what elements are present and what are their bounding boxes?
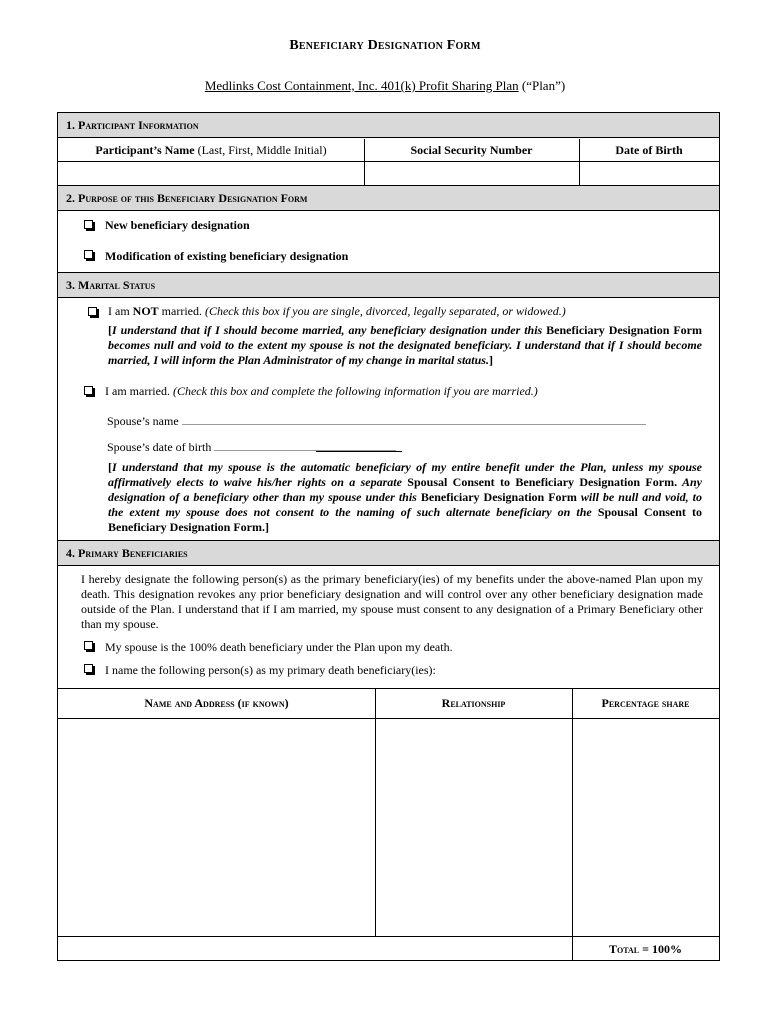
total-label: Total = 100% [609, 942, 682, 956]
col-header-relationship: Relationship [441, 696, 506, 710]
col-header-percentage: Percentage share [601, 696, 690, 710]
spouse-dob-label: Spouse’s date of birth [107, 440, 212, 454]
divider [58, 161, 719, 162]
form-title: Beneficiary Designation Form [289, 38, 481, 53]
new-designation-label: New beneficiary designation [105, 218, 250, 232]
beneficiary-name-cell[interactable] [60, 721, 373, 934]
not-married-statement-text: I understand that if I should become married, any beneficiary designation under this [112, 323, 547, 337]
married-statement-text: will be null and void, to the extent my spouse does not consent to the naming of such alternate beneficiary on the [108, 490, 703, 519]
dob-label: Date of Birth [615, 143, 683, 157]
spouse-dob-row [107, 437, 396, 455]
married-note: (Check this box and complete the following information if you are married.) [172, 384, 538, 398]
married-statement-text: ] [264, 520, 269, 534]
participant-name-label-bold: Participant’s Name [95, 143, 195, 157]
not-married-note: (Check this box if you are single, divorced, legally separated, or widowed.) [204, 304, 566, 318]
divider [58, 718, 719, 719]
section-3-header: 3. Marital Status [58, 272, 719, 298]
plan-suffix: (“Plan”) [518, 78, 566, 93]
spouse-dob-field[interactable] [214, 437, 396, 451]
new-designation-checkbox[interactable] [84, 220, 93, 229]
not-married-statement-text: [ [108, 323, 112, 337]
participant-name-field[interactable] [62, 163, 360, 185]
modify-designation-checkbox[interactable] [84, 250, 93, 259]
married-statement-text: Beneficiary Designation Form [420, 490, 577, 504]
married-statement [108, 460, 702, 535]
not-married-statement-text: ] [488, 353, 493, 367]
named-beneficiary-checkbox[interactable] [84, 664, 93, 673]
divider [364, 139, 365, 186]
not-married-label [108, 304, 566, 319]
married-statement-text: Spousal Consent to Beneficiary Designation Form. [108, 505, 702, 534]
married-statement-text: Spousal Consent to Beneficiary Designation Form. [407, 475, 678, 489]
not-married-bold: NOT [132, 304, 159, 318]
spouse-beneficiary-label: My spouse is the 100% death beneficiary under the Plan upon my death. [105, 640, 453, 654]
not-married-statement [108, 323, 702, 368]
col-header-name: Name and Address (if known) [144, 696, 289, 710]
section-4-header: 4. Primary Beneficiaries [58, 540, 719, 566]
participant-name-label [58, 139, 364, 162]
spouse-dob-underline [316, 451, 402, 452]
married-statement-text: Any designation of a beneficiary other than my spouse under this [108, 475, 702, 504]
not-married-statement-text: Beneficiary Designation Form [546, 323, 702, 337]
modify-designation-label: Modification of existing beneficiary designation [105, 249, 349, 263]
beneficiary-relationship-cell[interactable] [377, 721, 570, 934]
not-married-statement-text: becomes null and void to the extent my spouse is not the designated beneficiary. I understand that if I should become married, I will inform the Plan Administrator of my change in marital status. [108, 338, 702, 367]
section-1-header: 1. Participant Information [58, 112, 719, 138]
named-beneficiary-label: I name the following person(s) as my primary death beneficiary(ies): [105, 663, 436, 677]
married-label [105, 384, 538, 399]
not-married-post: married. [158, 304, 205, 318]
section-2-header: 2. Purpose of this Beneficiary Designation Form [58, 185, 719, 211]
spouse-beneficiary-checkbox[interactable] [84, 641, 93, 650]
married-checkbox[interactable] [84, 386, 93, 395]
plan-name: Medlinks Cost Containment, Inc. 401(k) Profit Sharing Plan [204, 78, 519, 93]
participant-name-label-rest: (Last, First, Middle Initial) [194, 143, 327, 157]
married-statement-text: I understand that my spouse is the automatic beneficiary of my entire benefit under the Plan, unless my spouse affirmatively elects to waive his/her rights on a separate [108, 460, 702, 489]
beneficiary-percentage-cell[interactable] [574, 721, 717, 934]
ssn-label: Social Security Number [410, 143, 533, 157]
primary-intro: I hereby designate the following person(s) as the primary beneficiary(ies) of my benefits under the above-named Plan upon my death. This designation revokes any prior beneficiary designation and will control over any other beneficiary designation made outside of the Plan. I understand that if I am married, my spouse must consent to any designation of a Primary Beneficiary other than my spouse. [81, 572, 703, 631]
not-married-checkbox[interactable] [88, 307, 97, 316]
spouse-name-field[interactable] [182, 411, 646, 425]
married-statement-text: [ [108, 460, 112, 474]
married-text: I am married. [105, 384, 173, 398]
ssn-field[interactable] [368, 163, 575, 185]
not-married-pre: I am [108, 304, 133, 318]
dob-field[interactable] [583, 163, 715, 185]
plan-subtitle [0, 78, 770, 94]
divider [572, 688, 573, 961]
spouse-name-label: Spouse’s name [107, 414, 179, 428]
divider [579, 139, 580, 186]
divider [375, 688, 376, 936]
spouse-name-row [107, 411, 646, 429]
